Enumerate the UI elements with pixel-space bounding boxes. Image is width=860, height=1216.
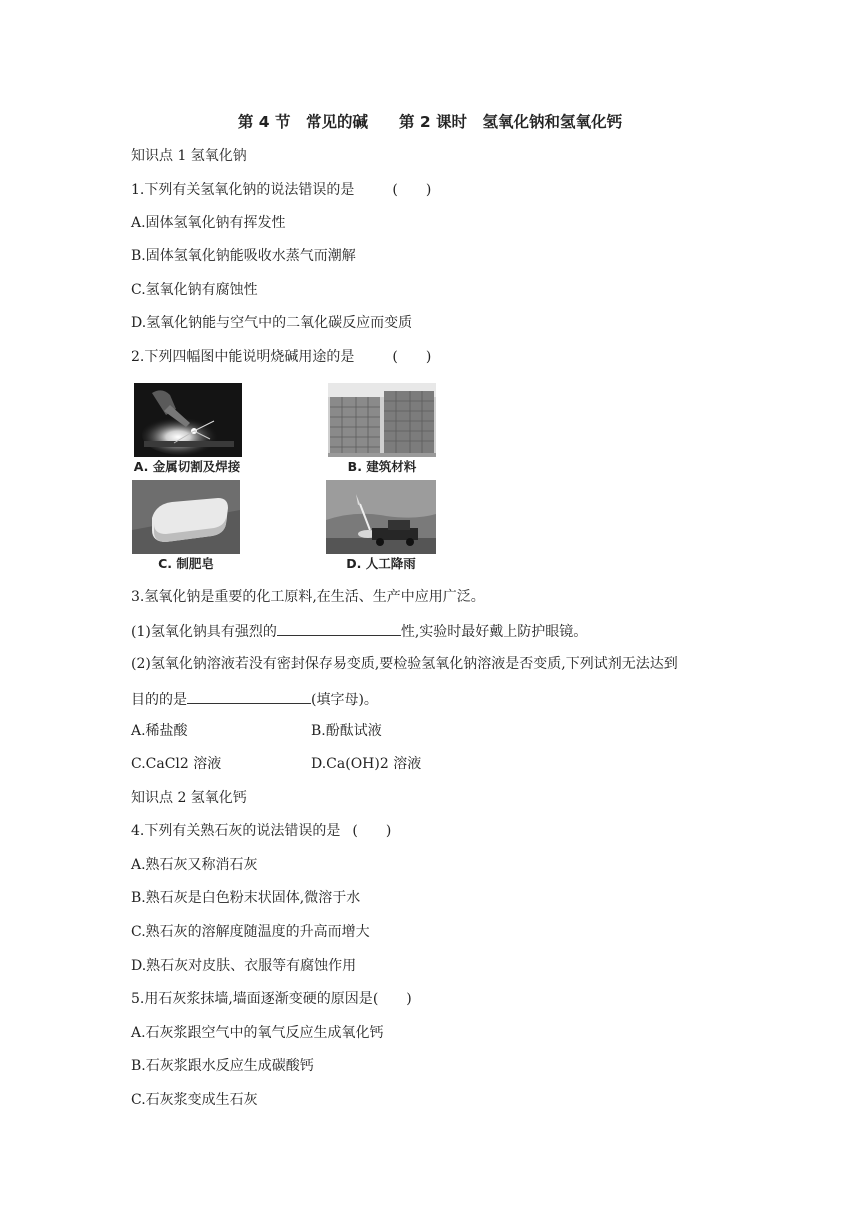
question-3-part-1-text-end: 性,实验时最好戴上防护眼镜。	[400, 624, 588, 640]
rocket-truck-photo-icon	[326, 480, 436, 554]
question-3-part-2-text-end: (填字母)。	[311, 692, 378, 708]
question-2	[131, 347, 431, 367]
question-3-part-1-text: (1)氢氧化钠具有强烈的	[131, 624, 277, 640]
question-5-option-c: C.石灰浆变成生石灰	[131, 1092, 258, 1108]
question-3-part-2-line-2	[131, 688, 378, 710]
welding-photo-icon	[134, 383, 242, 457]
answer-parenthesis: ( )	[392, 182, 432, 198]
section-heading-sodium-hydroxide: 知识点 1 氢氧化钠	[131, 148, 247, 164]
answer-parenthesis: ( )	[372, 991, 412, 1007]
answer-parenthesis: ( )	[392, 349, 432, 365]
figure-b-caption: B. 建筑材料	[347, 459, 417, 474]
section-heading-calcium-hydroxide: 知识点 2 氢氧化钙	[131, 790, 247, 806]
question-3-option-c: C.CaCl2 溶液	[131, 756, 222, 772]
question-3-part-2-line-1: (2)氢氧化钠溶液若没有密封保存易变质,要检验氢氧化钠溶液是否变质,下列试剂无法达到	[131, 656, 678, 672]
question-4-option-b: B.熟石灰是白色粉末状固体,微溶于水	[131, 890, 361, 906]
question-4-option-c: C.熟石灰的溶解度随温度的升高而增大	[131, 924, 370, 940]
question-5-option-a: A.石灰浆跟空气中的氧气反应生成氧化钙	[131, 1025, 384, 1041]
question-5-option-b: B.石灰浆跟水反应生成碳酸钙	[131, 1058, 314, 1074]
soap-photo-icon	[132, 480, 240, 554]
question-3-option-d: D.Ca(OH)2 溶液	[311, 756, 422, 772]
figure-c-caption: C. 制肥皂	[158, 556, 214, 571]
question-3-stem: 3.氢氧化钠是重要的化工原料,在生活、生产中应用广泛。	[131, 589, 485, 605]
figure-d-caption: D. 人工降雨	[346, 556, 416, 571]
question-1-option-c: C.氢氧化钠有腐蚀性	[131, 282, 258, 298]
bricks-photo-icon	[328, 383, 436, 457]
question-4-option-a: A.熟石灰又称消石灰	[131, 857, 258, 873]
page-title: 第 4 节 常见的碱 第 2 课时 氢氧化钠和氢氧化钙	[237, 113, 623, 131]
question-3-option-b: B.酚酞试液	[311, 723, 382, 739]
answer-blank[interactable]	[187, 688, 311, 704]
question-4-stem: 4.下列有关熟石灰的说法错误的是	[131, 823, 341, 839]
answer-parenthesis: ( )	[352, 823, 392, 839]
question-3-part-1	[131, 620, 587, 642]
question-5	[131, 989, 412, 1009]
question-1-option-a: A.固体氢氧化钠有挥发性	[131, 215, 286, 231]
question-4	[131, 821, 391, 841]
question-3-option-a: A.稀盐酸	[131, 723, 188, 739]
question-1-stem: 1.下列有关氢氧化钠的说法错误的是	[131, 182, 355, 198]
answer-blank[interactable]	[277, 620, 401, 636]
question-1	[131, 180, 431, 200]
question-4-option-d: D.熟石灰对皮肤、衣服等有腐蚀作用	[131, 958, 357, 974]
question-1-option-b: B.固体氢氧化钠能吸收水蒸气而潮解	[131, 248, 356, 264]
question-2-stem: 2.下列四幅图中能说明烧碱用途的是	[131, 349, 355, 365]
question-1-option-d: D.氢氧化钠能与空气中的二氧化碳反应而变质	[131, 315, 413, 331]
figure-a-caption: A. 金属切割及焊接	[133, 459, 241, 474]
question-5-stem: 5.用石灰浆抹墙,墙面逐渐变硬的原因是	[131, 991, 373, 1007]
question-3-part-2-text: 目的的是	[131, 692, 187, 708]
